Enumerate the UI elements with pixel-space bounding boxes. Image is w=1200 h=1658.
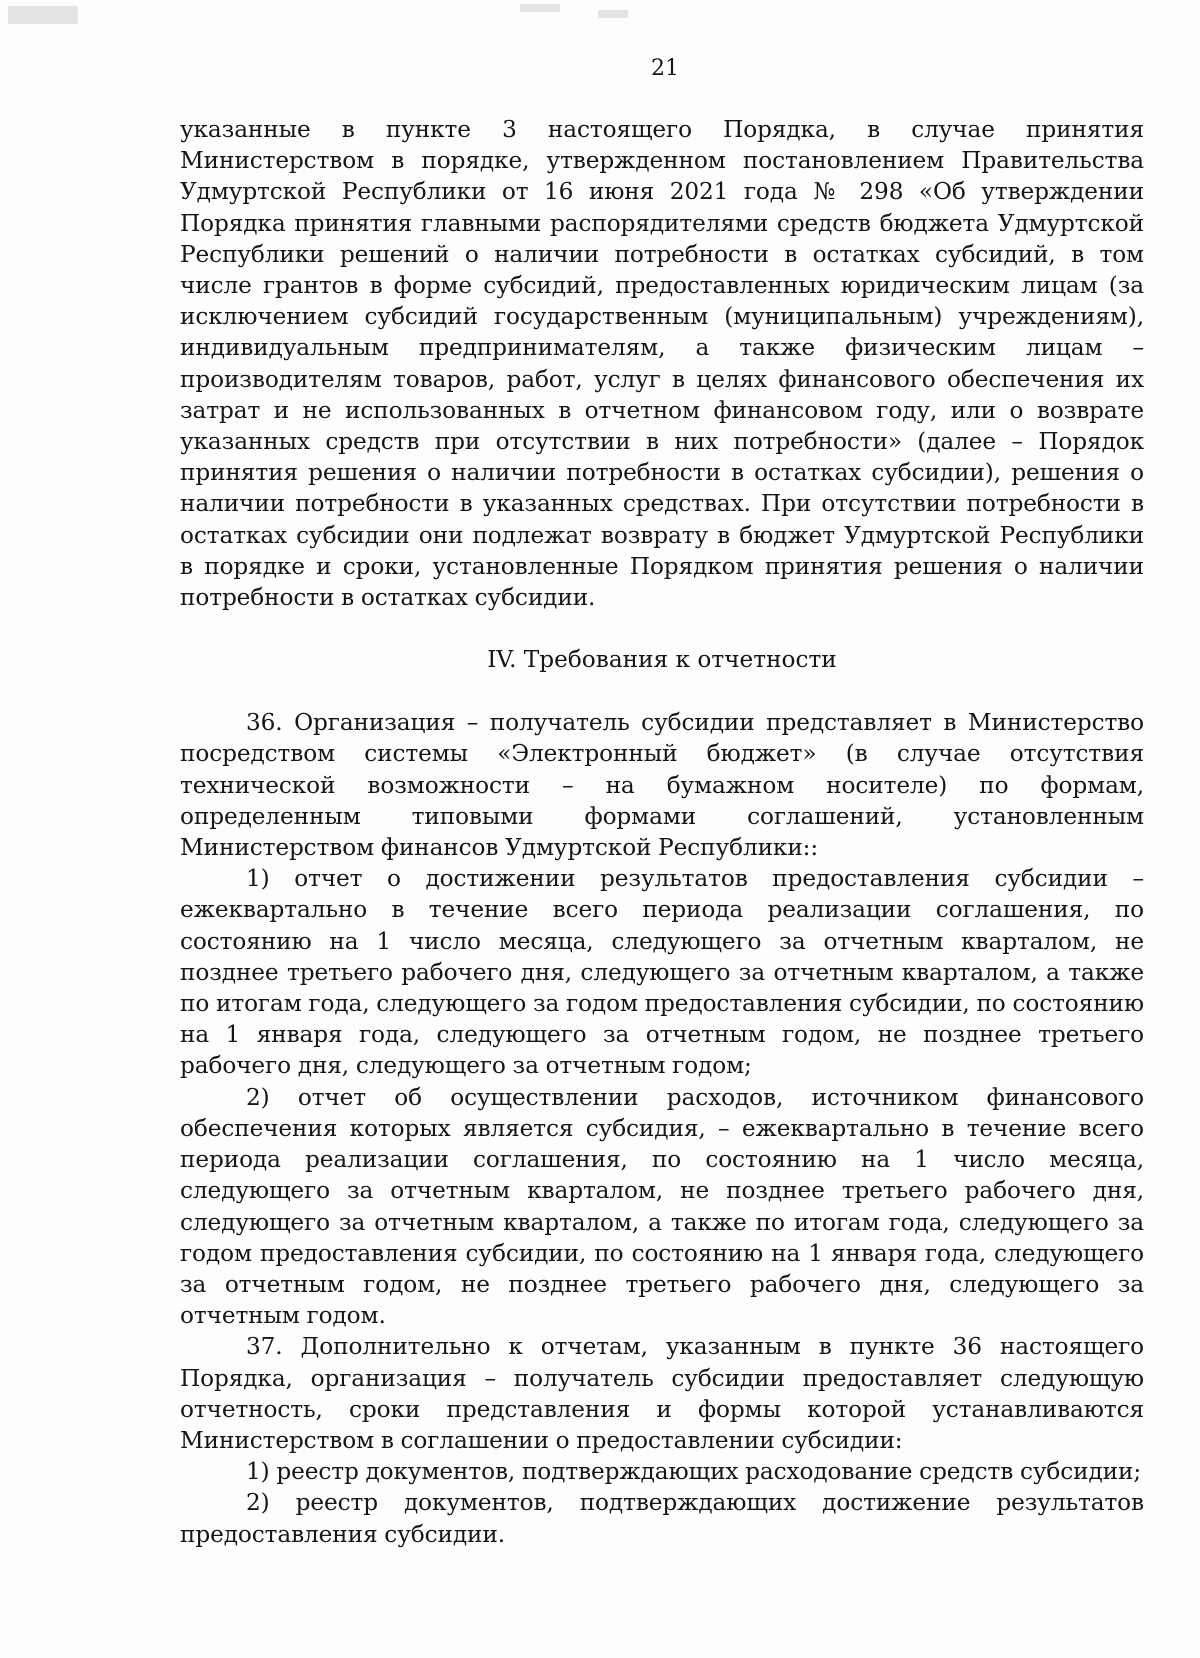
document-body (180, 114, 1144, 1550)
paragraph-item-37-1: 1) реестр документов, подтверждающих расходование средств субсидии; (246, 1458, 1142, 1486)
scan-artifact (598, 10, 628, 18)
paragraph-item-36: 36. Организация – получатель субсидии представляет в Министерство посредством системы «Электронный бюджет» (в случае отсутствия технической возможности – на бумажном носителе) по формам, определенным типовыми формами соглашений, установленным Министерством финансов Удмуртской Республики:: (180, 709, 1144, 862)
paragraph-item-36-1: 1) отчет о достижении результатов предоставления субсидии – ежеквартально в течение всего периода реализации соглашения, по состоянию на 1 число месяца, следующего за отчетным кварталом, не позднее третьего рабочего дня, следующего за отчетным кварталом, а также по итогам года, следующего за годом предоставления субсидии, по состоянию на 1 января года, следующего за отчетным годом, не позднее третьего рабочего дня, следующего за отчетным годом; (180, 865, 1144, 1080)
paragraph-item-37: 37. Дополнительно к отчетам, указанным в пункте 36 настоящего Порядка, организация – получатель субсидии предоставляет следующую отчетность, сроки представления и формы которой устанавливаются Министерством в соглашении о предоставлении субсидии: (180, 1333, 1144, 1454)
paragraph-item-36-2: 2) отчет об осуществлении расходов, источником финансового обеспечения которых является субсидия, – ежеквартально в течение всего периода реализации соглашения, по состоянию на 1 число месяца, следующего за отчетным кварталом, не позднее третьего рабочего дня, следующего за отчетным кварталом, а также по итогам года, следующего за годом предоставления субсидии, по состоянию на 1 января года, следующего за отчетным годом, не позднее третьего рабочего дня, следующего за отчетным годом. (180, 1083, 1144, 1330)
paragraph-continuation: указанные в пункте 3 настоящего Порядка, в случае принятия Министерством в порядке, утвержденном постановлением Правительства Удмуртской Республики от 16 июня 2021 года № 298 «Об утверждении Порядка принятия главными распорядителями средств бюджета Удмуртской Республики решений о наличии потребности в остатках субсидий, в том числе грантов в форме субсидий, предоставленных юридическим лицам (за исключением субсидий государственным (муниципальным) учреждениям), индивидуальным предпринимателям, а также физическим лицам – производителям товаров, работ, услуг в целях финансового обеспечения их затрат и не использованных в отчетном финансовом году, или о возврате указанных средств при отсутствии в них потребности» (далее – Порядок принятия решения о наличии потребности в остатках субсидии), решения о наличии потребности в указанных средствах. При отсутствии потребности в остатках субсидии они подлежат возврату в бюджет Удмуртской Республики в порядке и сроки, установленные Порядком принятия решения о наличии потребности в остатках субсидии. (180, 116, 1144, 612)
section-heading: IV. Требования к отчетности (487, 646, 837, 674)
spacer (180, 675, 1144, 707)
page-number: 21 (651, 56, 679, 81)
scan-artifact (520, 4, 560, 12)
paragraph-item-37-2: 2) реестр документов, подтверждающих достижение результатов предоставления субсидии. (180, 1489, 1144, 1548)
spacer (180, 613, 1144, 644)
scan-artifact (8, 6, 78, 24)
